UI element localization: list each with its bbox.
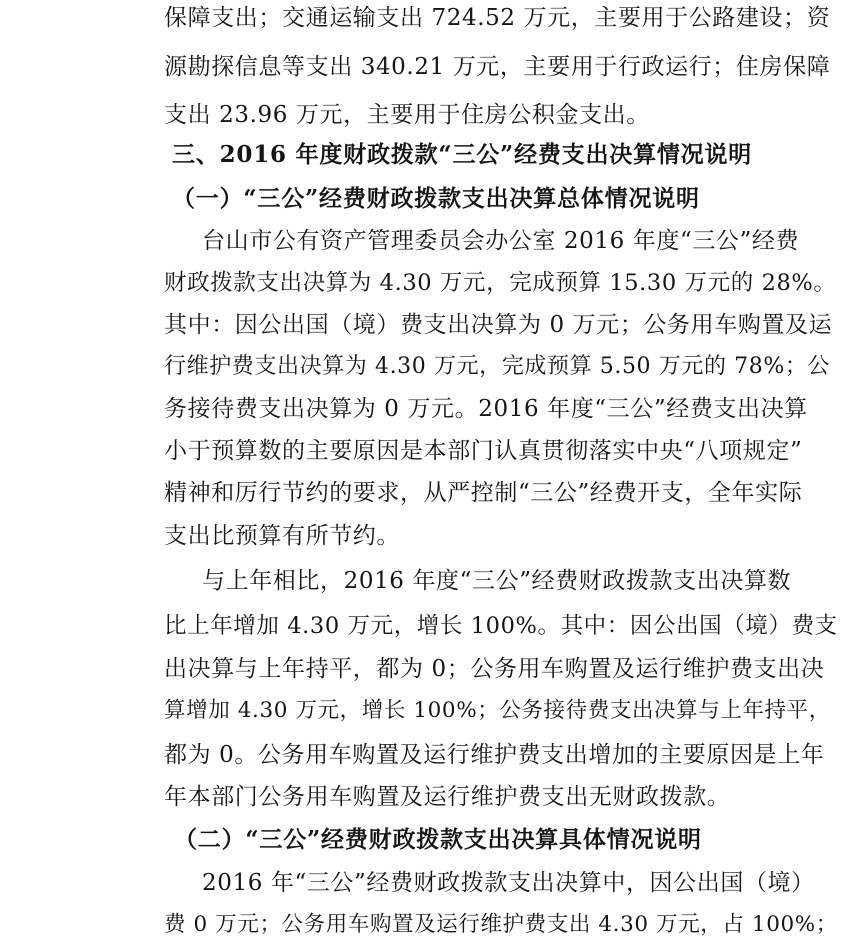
- body-text-line: 比上年增加 4.30 万元，增长 100%。其中：因公出国（境）费支: [164, 613, 838, 639]
- body-text-line: 年本部门公务用车购置及运行维护费支出无财政拨款。: [164, 784, 731, 810]
- body-text-line: 财政拨款支出决算为 4.30 万元，完成预算 15.30 万元的 28%。: [164, 270, 837, 296]
- body-text-line: 行维护费支出决算为 4.30 万元，完成预算 5.50 万元的 78%；公: [164, 354, 831, 379]
- body-text-line: 务接待费支出决算为 0 万元。2016 年度“三公”经费支出决算: [164, 396, 808, 422]
- body-text-line: 出决算与上年持平，都为 0；公务用车购置及运行维护费支出决: [164, 656, 825, 682]
- body-text-line: 小于预算数的主要原因是本部门认真贯彻落实中央“八项规定”: [164, 438, 803, 464]
- body-text-line: 源勘探信息等支出 340.21 万元，主要用于行政运行；住房保障: [164, 54, 831, 80]
- body-text-line: 都为 0。公务用车购置及运行维护费支出增加的主要原因是上年: [164, 742, 825, 768]
- subsection-heading: （一）“三公”经费财政拨款支出决算总体情况说明: [172, 185, 700, 212]
- body-text-line: 算增加 4.30 万元，增长 100%；公务接待费支出决算与上年持平，: [164, 698, 831, 723]
- body-text-line: 保障支出；交通运输支出 724.52 万元，主要用于公路建设；资: [164, 5, 831, 31]
- subsection-heading: （二）“三公”经费财政拨款支出决算具体情况说明: [174, 826, 702, 853]
- section-heading: 三、2016 年度财政拨款“三公”经费支出决算情况说明: [172, 141, 753, 168]
- body-text-line: 费 0 万元；公务用车购置及运行维护费支出 4.30 万元，占 100%；: [164, 912, 838, 937]
- body-text-line: 与上年相比，2016 年度“三公”经费财政拨款支出决算数: [202, 568, 792, 594]
- body-text-line: 台山市公有资产管理委员会办公室 2016 年度“三公”经费: [202, 228, 800, 254]
- body-text-line: 其中：因公出国（境）费支出决算为 0 万元；公务用车购置及运: [164, 312, 833, 338]
- body-text-line: 精神和厉行节约的要求，从严控制“三公”经费开支，全年实际: [164, 480, 803, 506]
- body-text-line: 2016 年“三公”经费财政拨款支出决算中，因公出国（境）: [202, 870, 815, 896]
- body-text-line: 支出 23.96 万元，主要用于住房公积金支出。: [164, 102, 650, 128]
- body-text-line: 支出比预算有所节约。: [164, 523, 400, 549]
